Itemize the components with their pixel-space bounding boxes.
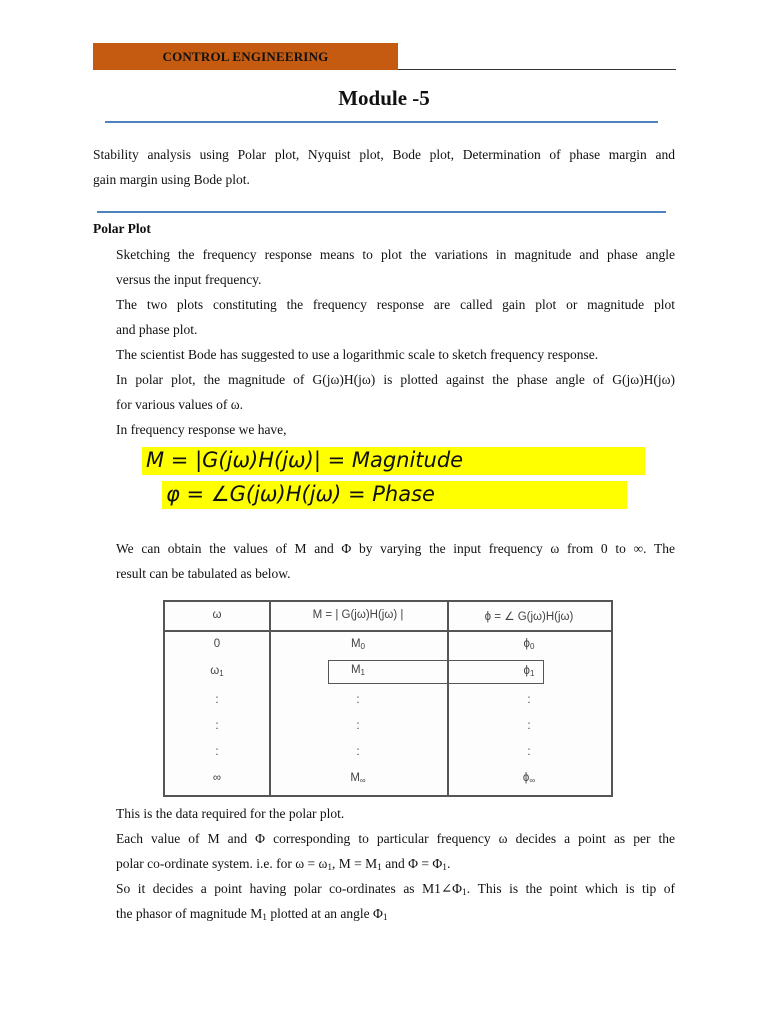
table-cell: : — [356, 746, 360, 758]
table-header-phase: ϕ = ∠ G(jω)H(jω) — [484, 611, 574, 623]
table-cell: $\phi_0$ — [523, 638, 535, 651]
paragraph-line: polar co-ordinate system. i.e. for $\omega = \omega_1$, $M = M_1$ and $\Phi = \Phi_1$. — [116, 856, 451, 873]
table-header-magnitude: M = | G(jω)H(jω) | — [312, 609, 404, 621]
table-cell: 0 — [213, 638, 221, 650]
table-cell: $\omega_1$ — [210, 665, 224, 678]
paragraph-line: Sketching the frequency response means to plot the variations in magnitude and phase angle — [116, 247, 675, 262]
paragraph-line: The scientist Bode has suggested to use a logarithmic scale to sketch frequency response. — [116, 347, 599, 362]
table-cell: $\phi_1$ — [523, 665, 535, 678]
table-cell: : — [215, 746, 219, 758]
phase-formula: φ = ∠G(jω)H(jω) = Phase — [166, 482, 435, 506]
table-cell: : — [356, 720, 360, 732]
magnitude-formula: M = |G(jω)H(jω)| = Magnitude — [146, 448, 464, 472]
table-cell: $M_0$ — [350, 638, 366, 651]
table-cell: $\phi_\infty$ — [522, 772, 536, 785]
table-cell: : — [215, 694, 219, 706]
paragraph-line: the phasor of magnitude $M_1$ plotted at an angle $\Phi_1$ — [116, 906, 388, 923]
table-cell: : — [527, 694, 531, 706]
table-header-omega: ω — [212, 609, 222, 621]
table-cell: : — [527, 746, 531, 758]
section-heading: Polar Plot — [93, 221, 151, 236]
table-cell: : — [527, 720, 531, 732]
title-underline — [105, 121, 658, 123]
paragraph-line: for various values of ω. — [116, 397, 243, 412]
paragraph-line: result can be tabulated as below. — [116, 566, 291, 581]
paragraph-line: and phase plot. — [116, 322, 198, 337]
paragraph-line: We can obtain the values of M and Φ by varying the input frequency ω from 0 to ∞. The — [116, 541, 675, 556]
table-cell: $M_1$ — [350, 664, 366, 677]
header-banner: CONTROL ENGINEERING — [93, 43, 398, 70]
table-cell: ∞ — [212, 772, 222, 784]
paragraph-line: Each value of M and Φ corresponding to particular frequency ω decides a point as per the — [116, 831, 675, 846]
paragraph-line: In polar plot, the magnitude of G(jω)H(jω) is plotted against the phase angle of G(jω)H(jω) — [116, 372, 675, 387]
frequency-table — [163, 600, 613, 797]
table-header-rule — [165, 630, 611, 632]
formula-block — [140, 447, 645, 511]
header-rule — [398, 69, 676, 70]
paragraph-line: This is the data required for the polar plot. — [116, 806, 345, 821]
table-cell: : — [356, 694, 360, 706]
paragraph-line: In frequency response we have, — [116, 422, 287, 437]
paragraph-line: versus the input frequency. — [116, 272, 262, 287]
table-cell: : — [215, 720, 219, 732]
paragraph-line: So it decides a point having polar co-ordinates as $M1\angle\Phi_1$. This is the point which is tip of — [116, 881, 675, 898]
table-cell: $M_\infty$ — [350, 772, 366, 785]
paragraph-line: The two plots constituting the frequency response are called gain plot or magnitude plot — [116, 297, 675, 312]
page-title: Module -5 — [338, 86, 430, 110]
intro-line-2: gain margin using Bode plot. — [93, 172, 250, 187]
section-divider — [97, 211, 666, 213]
intro-line-1: Stability analysis using Polar plot, Nyquist plot, Bode plot, Determination of phase margin and — [93, 147, 675, 162]
